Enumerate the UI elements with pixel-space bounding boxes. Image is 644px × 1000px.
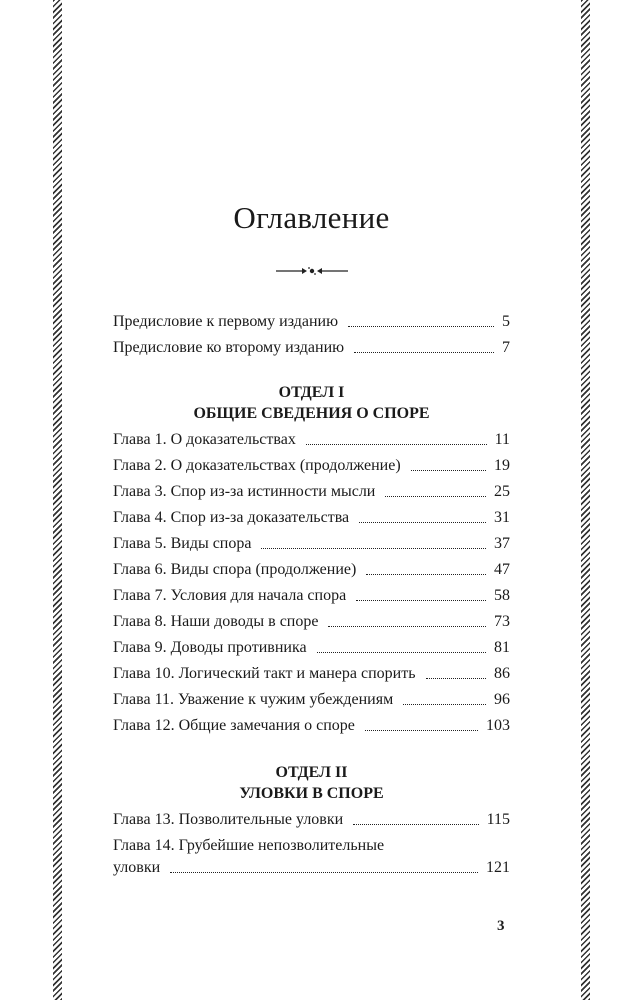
- toc-entry-chapter-10[interactable]: Глава 10. Логический такт и манера спорить 86: [113, 665, 510, 682]
- leader-dots: [328, 625, 486, 627]
- toc-entry-chapter-9[interactable]: Глава 9. Доводы противника 81: [113, 639, 510, 656]
- toc-entry-chapter-2[interactable]: Глава 2. О доказательствах (продолжение) 19: [113, 457, 510, 474]
- decorative-border-left: [53, 0, 62, 1000]
- leader-dots: [170, 871, 478, 873]
- decorative-border-right: [581, 0, 590, 1000]
- leader-dots: [385, 495, 486, 497]
- leader-dots: [366, 573, 486, 575]
- section-2-heading: ОТДЕЛ II: [275, 764, 348, 781]
- toc-entry-preface-2[interactable]: Предисловие ко второму изданию 7: [113, 339, 510, 356]
- leader-dots: [403, 703, 486, 705]
- toc-entry-chapter-6[interactable]: Глава 6. Виды спора (продолжение) 47: [113, 561, 510, 578]
- toc-entry-chapter-4[interactable]: Глава 4. Спор из-за доказательства 31: [113, 509, 510, 526]
- leader-dots: [306, 443, 487, 445]
- toc-entry-chapter-8[interactable]: Глава 8. Наши доводы в споре 73: [113, 613, 510, 630]
- toc-entry-chapter-14-line1[interactable]: Глава 14. Грубейшие непозволительные: [113, 837, 385, 854]
- toc-entry-chapter-14[interactable]: уловки 121: [113, 859, 510, 876]
- section-1-heading: ОТДЕЛ I: [278, 384, 345, 401]
- leader-dots: [411, 469, 486, 471]
- page-title: Оглавление: [233, 200, 390, 235]
- leader-dots: [317, 651, 486, 653]
- leader-dots: [426, 677, 486, 679]
- toc-entry-chapter-11[interactable]: Глава 11. Уважение к чужим убеждениям 96: [113, 691, 510, 708]
- page-number: 3: [497, 918, 505, 934]
- toc-entry-chapter-1[interactable]: Глава 1. О доказательствах 11: [113, 431, 510, 448]
- toc-entry-chapter-5[interactable]: Глава 5. Виды спора 37: [113, 535, 510, 552]
- section-1-subheading: ОБЩИЕ СВЕДЕНИЯ О СПОРЕ: [193, 405, 430, 422]
- toc-entry-chapter-13[interactable]: Глава 13. Позволительные уловки 115: [113, 811, 510, 828]
- toc-entry-preface-1[interactable]: Предисловие к первому изданию 5: [113, 313, 510, 330]
- leader-dots: [356, 599, 486, 601]
- toc-entry-chapter-3[interactable]: Глава 3. Спор из-за истинности мысли 25: [113, 483, 510, 500]
- section-2-subheading: УЛОВКИ В СПОРЕ: [239, 785, 384, 802]
- ornament-divider-icon: [276, 263, 348, 279]
- leader-dots: [354, 351, 494, 353]
- toc-entry-chapter-12[interactable]: Глава 12. Общие замечания о споре 103: [113, 717, 510, 734]
- toc-entry-chapter-7[interactable]: Глава 7. Условия для начала спора 58: [113, 587, 510, 604]
- leader-dots: [359, 521, 486, 523]
- leader-dots: [365, 729, 478, 731]
- leader-dots: [348, 325, 494, 327]
- leader-dots: [261, 547, 486, 549]
- leader-dots: [353, 823, 478, 825]
